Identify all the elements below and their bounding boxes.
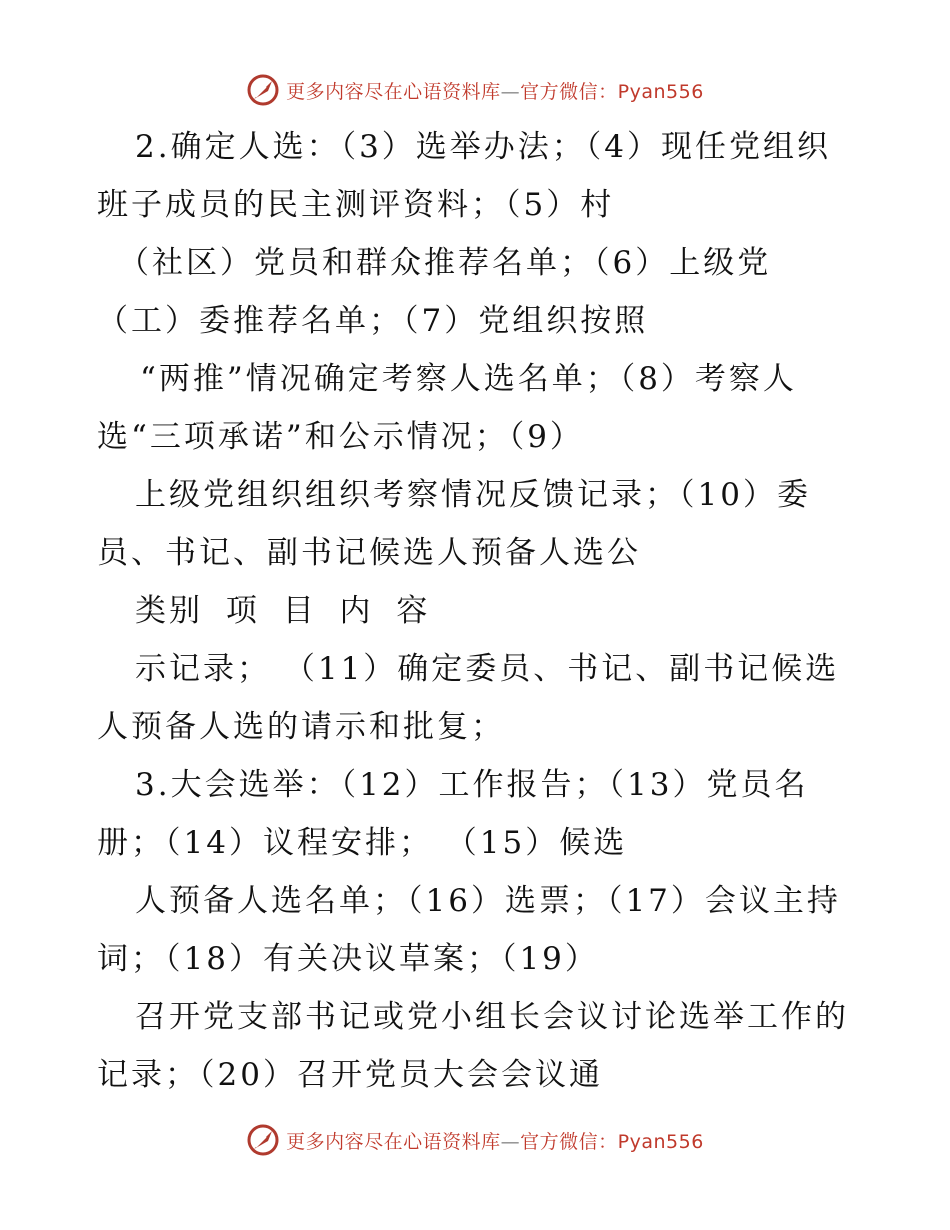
banner-main-text: 更多内容尽在心语资料库	[286, 1130, 501, 1153]
text-line: 人预备人选的请示和批复；	[97, 709, 505, 745]
banner-main-text: 更多内容尽在心语资料库	[286, 80, 501, 103]
text-line: 班子成员的民主测评资料；（5）村	[97, 187, 615, 223]
banner-suffix-text: 官方微信：Pyan556	[520, 80, 704, 103]
text-line: 人预备人选名单；（16）选票；（17）会议主持	[135, 883, 841, 919]
text-line: 记录；（20）召开党员大会会议通	[97, 1057, 603, 1093]
text-line: 词；（18）有关决议草案；（19）	[97, 941, 599, 977]
text-line: 册；（14）议程安排； （15）候选	[97, 825, 628, 861]
text-line: “两推”情况确定考察人选名单；（8）考察人	[140, 361, 797, 397]
quill-logo-icon	[246, 73, 280, 107]
text-line: 示记录； （11）确定委员、书记、副书记候选	[135, 651, 840, 687]
text-line: 员、书记、副书记候选人预备人选公	[97, 535, 641, 571]
banner-text	[286, 1127, 704, 1154]
text-line: 上级党组织组织考察情况反馈记录；（10）委	[135, 477, 811, 513]
quill-logo-icon	[246, 1123, 280, 1157]
banner-separator: —	[500, 1130, 521, 1153]
text-line: （社区）党员和群众推荐名单；（6）上级党	[118, 245, 772, 281]
header-banner	[0, 70, 950, 110]
text-line: 3.大会选举：（12）工作报告；（13）党员名	[135, 767, 809, 803]
banner-separator: —	[500, 80, 521, 103]
text-line: 召开党支部书记或党小组长会议讨论选举工作的	[135, 999, 849, 1035]
text-line: 类别 项 目 内 容	[135, 593, 431, 629]
text-line: 2.确定人选：（3）选举办法；（4）现任党组织	[135, 129, 832, 165]
footer-banner	[0, 1120, 950, 1160]
text-line: 选“三项承诺”和公示情况；（9）	[97, 419, 584, 455]
banner-text	[286, 77, 704, 104]
banner-suffix-text: 官方微信：Pyan556	[520, 1130, 704, 1153]
text-line: （工）委推荐名单；（7）党组织按照	[97, 303, 649, 339]
